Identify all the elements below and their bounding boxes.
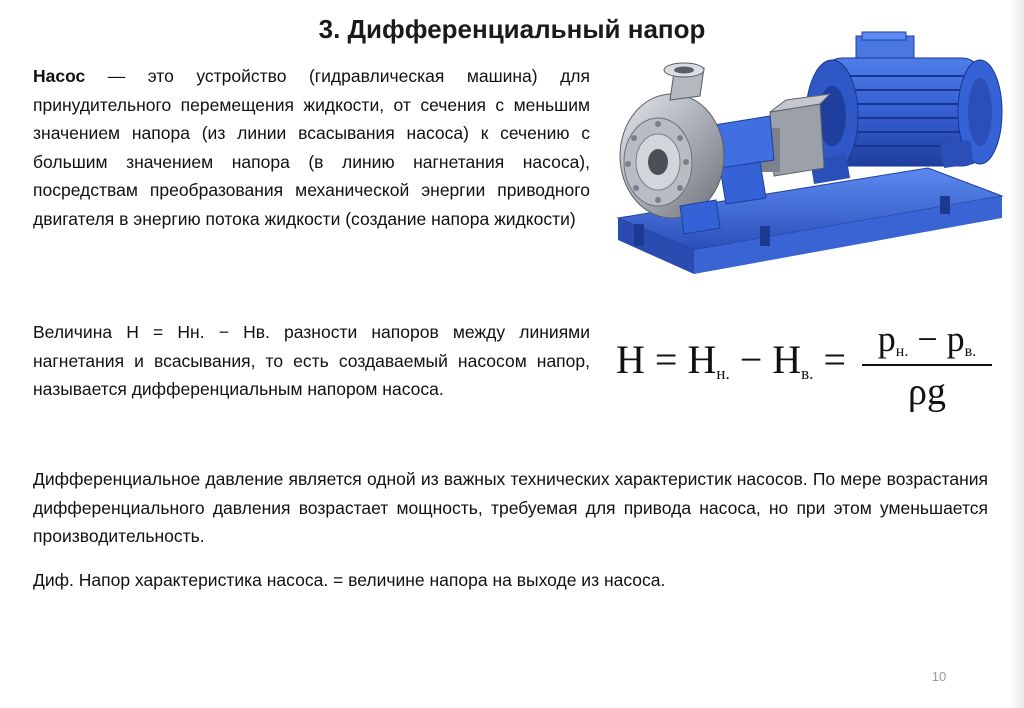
centrifugal-pump-icon: [610, 28, 1010, 290]
slide-title: 3. Дифференциальный напор: [318, 14, 706, 44]
term-bold: Насос: [33, 66, 86, 86]
pump-illustration: [610, 28, 1010, 290]
definition-text: — это устройство (гидравлическая машина) для принудительного перемещения жидкости, от сечения с меньшим значением напора (из линии всасывания насоса) к сечению с большим значением напора (в линию нагнетания насоса), посредствам преобразования механической энергии приводного двигателя в энергию потока жидкости (создание напора жидкости): [33, 66, 590, 229]
differential-head-note: Диф. Напор характеристика насоса. = величине напора на выходе из насоса.: [33, 570, 666, 590]
fraction-bar: [862, 364, 992, 366]
pressure-fraction: [862, 318, 992, 428]
fraction-numerator: $p_{н.} - p_{в.}$: [877, 319, 977, 360]
differential-pressure-paragraph: Дифференциальное давление является одной из важных технических характеристик насосов. По мере возрастания дифференциального давления возрастает мощность, требуемая для привода насоса, но при этом уменьшается производительность.: [33, 469, 988, 546]
head-difference-paragraph: Величина Н = Нн. − Нв. разности напоров между линиями нагнетания и всасывания, то есть создаваемый насосом напор, называется дифференциальным напором насоса.: [33, 322, 590, 399]
head-formula: [612, 318, 1002, 428]
pump-definition-paragraph: [33, 62, 590, 233]
formula-left-side: $H = H_{н.} - H_{в.}$ =: [616, 337, 846, 383]
fraction-denominator: ρg: [908, 371, 946, 413]
page-number: 10: [931, 669, 947, 684]
page-edge: [1010, 0, 1024, 708]
